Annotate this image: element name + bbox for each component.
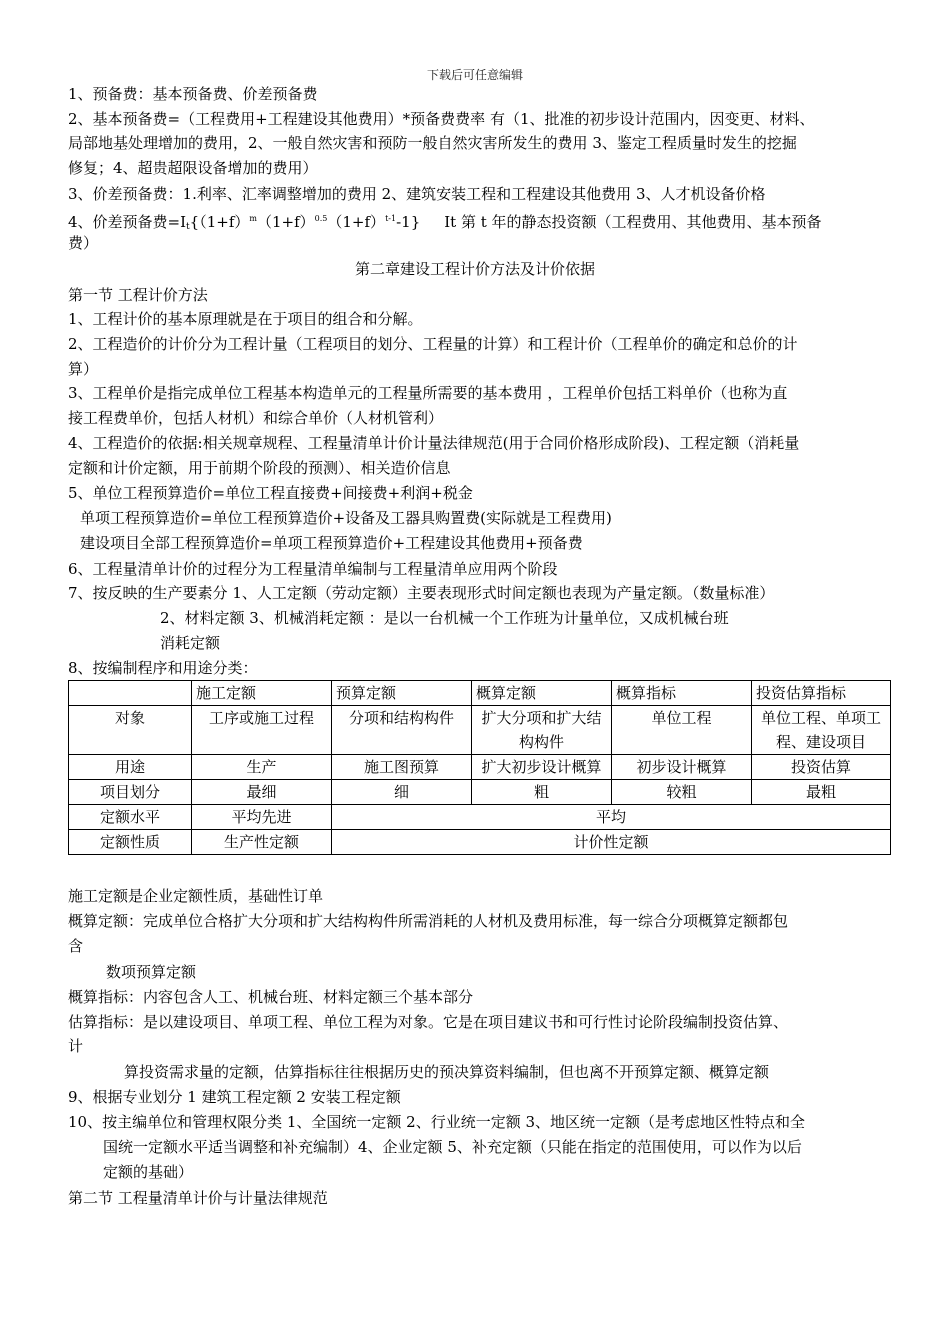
formula-part: {（1+f） <box>189 213 250 231</box>
table-row <box>69 805 891 830</box>
table-cell: 最细 <box>192 780 332 805</box>
paragraph-line: 7、按反映的生产要素分 1、人工定额（劳动定额）主要表现形式时间定额也表现为产量定额。（数量标准） <box>68 584 775 602</box>
paragraph-line: 单项工程预算造价=单位工程预算造价+设备及工器具购置费(实际就是工程费用) <box>80 509 612 527</box>
paragraph-line: 局部地基处理增加的费用，2、一般自然灾害和预防一般自然灾害所发生的费用 3、鉴定工程质量时发生的挖掘 <box>68 134 797 152</box>
table-cell: 单位工程 <box>612 706 752 755</box>
chapter-title: 第二章建设工程计价方法及计价依据 <box>354 260 595 278</box>
formula-description: It 第 t 年的静态投资额（工程费用、其他费用、基本预备 <box>444 213 822 231</box>
table-cell: 扩大分项和扩大结构构件 <box>472 706 612 755</box>
paragraph-line: 2、基本预备费=（工程费用+工程建设其他费用）*预备费费率 有（1、批准的初步设计范围内，因变更、材料、 <box>68 110 815 128</box>
table-header-row <box>69 681 891 706</box>
table-cell: 定额水平 <box>69 805 192 830</box>
table-cell: 细 <box>332 780 472 805</box>
paragraph-line: 接工程费单价，包括人材机）和综合单价（人材机管利） <box>68 409 444 427</box>
table-row <box>69 780 891 805</box>
table-header-cell: 投资估算指标 <box>752 681 891 706</box>
table-row <box>69 830 891 855</box>
table-cell: 生产 <box>192 755 332 780</box>
table-header-cell: 概算定额 <box>472 681 612 706</box>
paragraph-line: 费） <box>68 234 99 252</box>
quota-classification-table <box>68 680 891 855</box>
paragraph-line: 算） <box>68 360 99 378</box>
table-header-cell: 预算定额 <box>332 681 472 706</box>
paragraph-line: 3、价差预备费：1.利率、汇率调整增加的费用 2、建筑安装工程和工程建设其他费用 3、人才机设备价格 <box>68 185 766 203</box>
paragraph-line: 修复；4、超贵超限设备增加的费用） <box>68 159 318 177</box>
paragraph-line: 算投资需求量的定额，估算指标往往根据历史的预决算资料编制，但也离不开预算定额、概算定额 <box>124 1063 770 1081</box>
table-cell: 计价性定额 <box>332 830 891 855</box>
paragraph-line: 概算指标：内容包含人工、机械台班、材料定额三个基本部分 <box>68 988 474 1006</box>
paragraph-line: 国统一定额水平适当调整和补充编制）4、企业定额 5、补充定额（只能在指定的范围使用，可以作为以后 <box>103 1138 802 1156</box>
formula-prefix: 4、价差预备费=I <box>68 213 187 231</box>
table-cell: 平均先进 <box>192 805 332 830</box>
formula-superscript: t-1 <box>385 214 397 223</box>
table-cell: 投资估算 <box>752 755 891 780</box>
table-cell: 对象 <box>69 706 192 755</box>
paragraph-line: 施工定额是企业定额性质，基础性订单 <box>68 887 324 905</box>
table-header-cell: 概算指标 <box>612 681 752 706</box>
table-cell: 粗 <box>472 780 612 805</box>
paragraph-line: 8、按编制程序和用途分类： <box>68 659 258 677</box>
table-cell: 定额性质 <box>69 830 192 855</box>
paragraph-line: 数项预算定额 <box>106 963 197 981</box>
table-cell: 用途 <box>69 755 192 780</box>
table-cell: 最粗 <box>752 780 891 805</box>
paragraph-line: 9、根据专业划分 1 建筑工程定额 2 安装工程定额 <box>68 1088 401 1106</box>
table-cell: 工序或施工过程 <box>192 706 332 755</box>
table-cell: 单位工程、单项工程、建设项目 <box>752 706 891 755</box>
paragraph-line: 1、工程计价的基本原理就是在于项目的组合和分解。 <box>68 310 423 328</box>
paragraph-line: 消耗定额 <box>160 634 221 652</box>
paragraph-line: 5、单位工程预算造价=单位工程直接费+间接费+利润+税金 <box>68 484 473 502</box>
table-cell: 平均 <box>332 805 891 830</box>
table-cell: 项目划分 <box>69 780 192 805</box>
paragraph-line: 6、工程量清单计价的过程分为工程量清单编制与工程量清单应用两个阶段 <box>68 560 558 578</box>
table-cell: 较粗 <box>612 780 752 805</box>
formula-part: （1+f） <box>327 213 386 231</box>
paragraph-line: 计 <box>68 1037 84 1055</box>
table-header-cell: 施工定额 <box>192 681 332 706</box>
paragraph-line: 4、工程造价的依据:相关规章规程、工程量清单计价计量法律规范(用于合同价格形成阶段)、工程定额（消耗量 <box>68 434 800 452</box>
table-cell: 初步设计概算 <box>612 755 752 780</box>
paragraph-line: 3、工程单价是指完成单位工程基本构造单元的工程量所需要的基本费用 ，工程单价包括工料单价（也称为直 <box>68 384 788 402</box>
formula-part: （1+f） <box>256 213 315 231</box>
paragraph-line: 估算指标：是以建设项目、单项工程、单位工程为对象。它是在项目建议书和可行性讨论阶段编制投资估算、 <box>68 1013 789 1031</box>
paragraph-line: 定额的基础） <box>103 1163 194 1181</box>
formula-subscript: t <box>186 222 190 232</box>
paragraph-line: 1、预备费：基本预备费、价差预备费 <box>68 85 318 103</box>
formula-part: -1} <box>396 213 421 231</box>
table-cell: 生产性定额 <box>192 830 332 855</box>
section-title: 第一节 工程计价方法 <box>68 286 208 304</box>
paragraph-line: 2、材料定额 3、机械消耗定额 ：是以一台机械一个工作班为计量单位，又成机械台班 <box>160 609 729 627</box>
table-header-cell <box>69 681 192 706</box>
paragraph-line: 建设项目全部工程预算造价=单项工程预算造价+工程建设其他费用+预备费 <box>80 534 583 552</box>
section-title: 第二节 工程量清单计价与计量法律规范 <box>68 1189 328 1207</box>
paragraph-line: 2、工程造价的计价分为工程计量（工程项目的划分、工程量的计算）和工程计价（工程单价的确定和总价的计 <box>68 335 798 353</box>
paragraph-line: 10、按主编单位和管理权限分类 1、全国统一定额 2、行业统一定额 3、地区统一定额（是考虑地区性特点和全 <box>68 1113 806 1131</box>
paragraph-line: 定额和计价定额，用于前期个阶段的预测）、相关造价信息 <box>68 459 451 477</box>
paragraph-line: 概算定额：完成单位合格扩大分项和扩大结构构件所需消耗的人材机及费用标准，每一综合分项概算定额都包 <box>68 912 789 930</box>
formula-superscript: 0.5 <box>314 214 328 223</box>
page-header: 下载后可任意编辑 <box>426 68 523 82</box>
table-row <box>69 755 891 780</box>
table-row <box>69 706 891 755</box>
table-cell: 施工图预算 <box>332 755 472 780</box>
table-cell: 分项和结构构件 <box>332 706 472 755</box>
table-cell: 扩大初步设计概算 <box>472 755 612 780</box>
paragraph-line: 含 <box>68 937 84 955</box>
formula-superscript: m <box>249 214 257 223</box>
